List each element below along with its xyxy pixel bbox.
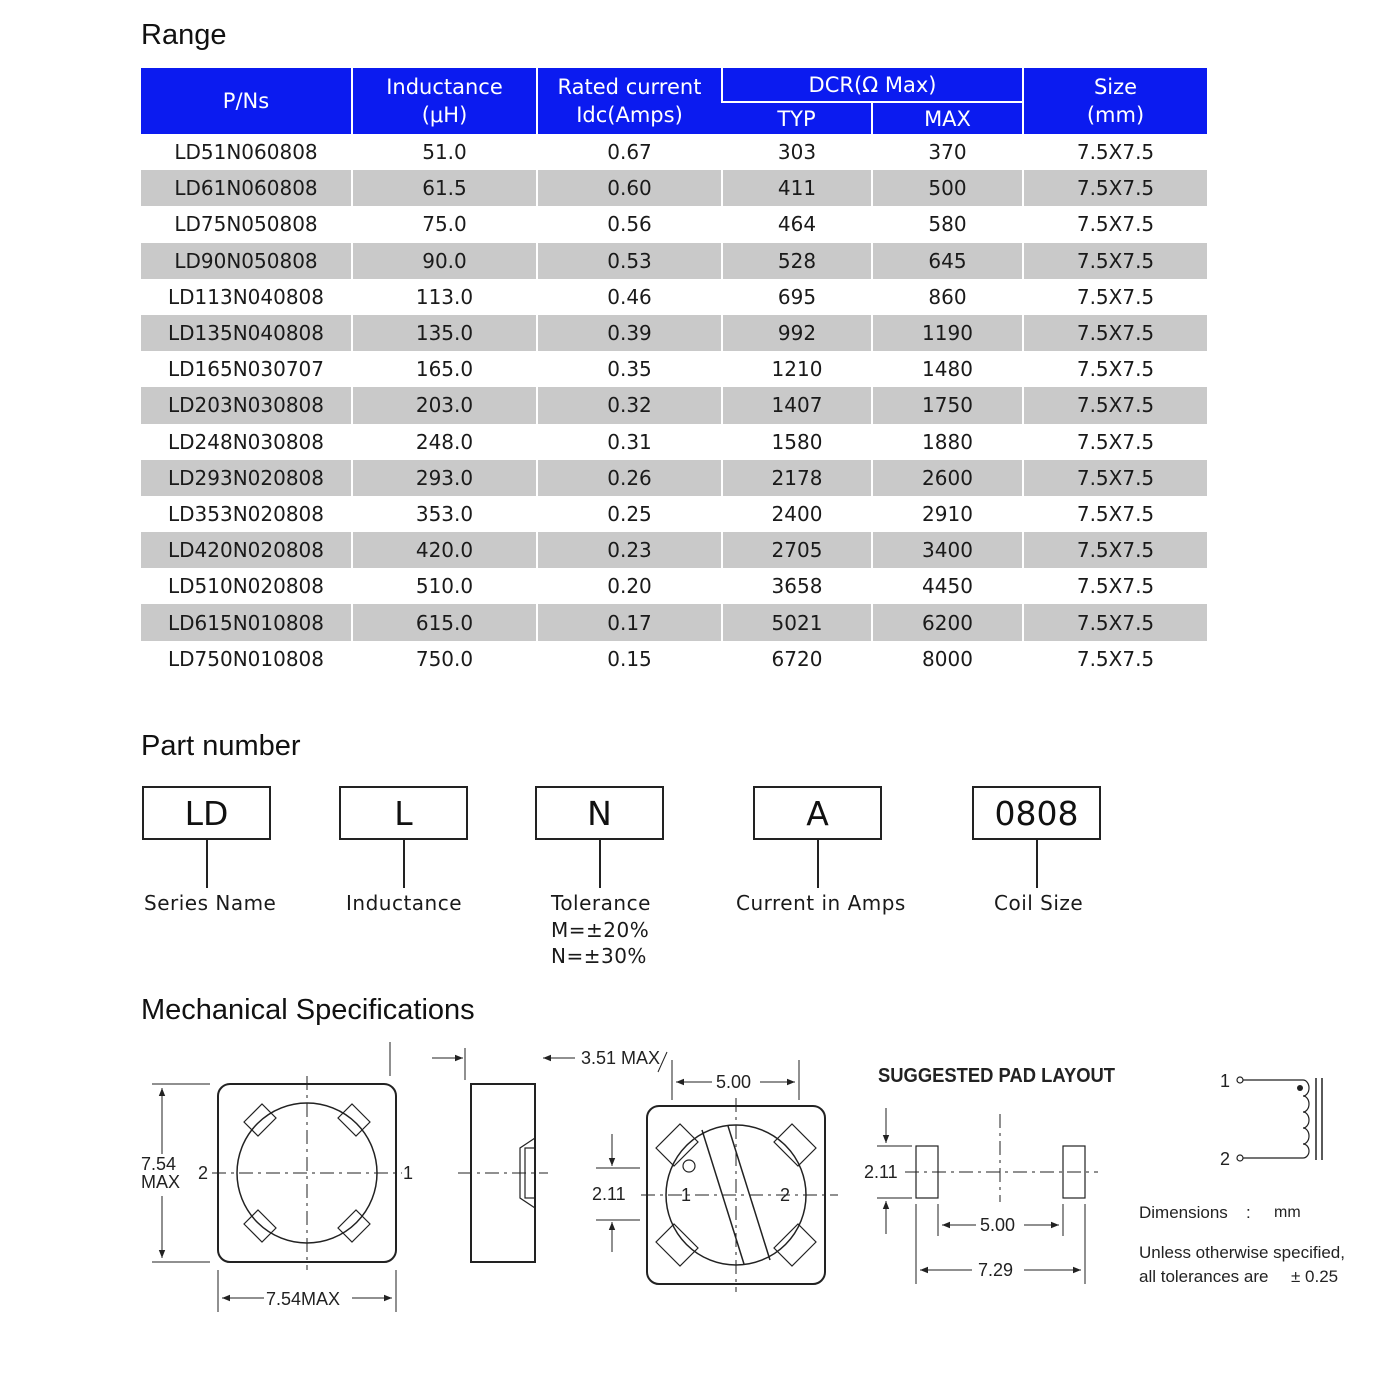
cell-size: 7.5X7.5: [1023, 496, 1207, 532]
cell-size: 7.5X7.5: [1023, 568, 1207, 604]
table-row: [141, 424, 1207, 460]
cell-rated-current: 0.20: [537, 568, 722, 604]
pn-connector-inductance: [403, 840, 405, 888]
range-table: [141, 68, 1207, 677]
cell-dcr-typ: 303: [722, 134, 872, 170]
cell-inductance: 750.0: [352, 641, 537, 677]
bottom-view-pad: [656, 1124, 698, 1166]
bottom-view-pad: [774, 1124, 816, 1166]
header-dcr: DCR(Ω Max): [722, 68, 1023, 102]
bottom-view-pad-label: 2.11: [592, 1184, 626, 1204]
range-table-header: [141, 68, 1207, 134]
cell-rated-current: 0.26: [537, 460, 722, 496]
cell-rated-current: 0.35: [537, 351, 722, 387]
cell-dcr-max: 580: [872, 206, 1023, 242]
pn-label-tolerance: Tolerance: [551, 891, 651, 915]
inductor-schematic: [1237, 1077, 1322, 1161]
tolerance-value: ± 0.25: [1291, 1267, 1339, 1286]
schematic-coil: [1303, 1080, 1309, 1158]
cell-dcr-max: 1880: [872, 424, 1023, 460]
cell-inductance: 510.0: [352, 568, 537, 604]
schematic-polarity-dot: [1297, 1085, 1303, 1091]
cell-inductance: 90.0: [352, 243, 537, 279]
top-view: [152, 1076, 402, 1312]
table-row: [141, 243, 1207, 279]
cell-dcr-max: 500: [872, 170, 1023, 206]
top-view-tab: [244, 1210, 276, 1242]
top-view-width-label: 7.54MAX: [266, 1289, 341, 1309]
cell-size: 7.5X7.5: [1023, 387, 1207, 423]
pn-box-coil-size: 0808: [972, 786, 1101, 840]
table-row: [141, 387, 1207, 423]
pad-layout-inner-label: 5.00: [980, 1215, 1016, 1235]
cell-rated-current: 0.67: [537, 134, 722, 170]
cell-dcr-max: 1750: [872, 387, 1023, 423]
cell-dcr-max: 2910: [872, 496, 1023, 532]
pad-layout-title: SUGGESTED PAD LAYOUT: [878, 1065, 1116, 1088]
header-inductance-line1: Inductance: [386, 75, 503, 99]
bottom-view-pin-right: 2: [780, 1185, 791, 1205]
cell-inductance: 135.0: [352, 315, 537, 351]
cell-rated-current: 0.32: [537, 387, 722, 423]
table-row: [141, 568, 1207, 604]
bottom-view-pad: [656, 1224, 698, 1266]
top-view-tab: [338, 1104, 370, 1136]
cell-dcr-typ: 5021: [722, 604, 872, 640]
cell-inductance: 248.0: [352, 424, 537, 460]
cell-size: 7.5X7.5: [1023, 604, 1207, 640]
cell-dcr-typ: 1407: [722, 387, 872, 423]
bottom-view-pad: [774, 1224, 816, 1266]
pad-layout-outer-label: 7.29: [978, 1260, 1014, 1280]
pn-note-tolerance-n: N=±30%: [551, 944, 647, 968]
cell-part-number: LD165N030707: [141, 351, 352, 387]
header-inductance-line2: (μH): [421, 103, 468, 127]
cell-rated-current: 0.56: [537, 206, 722, 242]
cell-rated-current: 0.17: [537, 604, 722, 640]
header-rated-line1: Rated current: [557, 75, 702, 99]
mechanical-heading: Mechanical Specifications: [141, 994, 475, 1026]
cell-part-number: LD75N050808: [141, 206, 352, 242]
side-view-thickness-label: 3.51 MAX: [581, 1048, 661, 1068]
cell-part-number: LD750N010808: [141, 641, 352, 677]
cell-size: 7.5X7.5: [1023, 279, 1207, 315]
schematic-pin2-label: 2: [1220, 1149, 1231, 1169]
cell-dcr-max: 1480: [872, 351, 1023, 387]
pn-label-series: Series Name: [144, 891, 277, 915]
cell-inductance: 113.0: [352, 279, 537, 315]
bottom-view-pin-left: 1: [681, 1185, 692, 1205]
cell-part-number: LD293N020808: [141, 460, 352, 496]
table-row: [141, 315, 1207, 351]
part-number-heading: Part number: [141, 730, 301, 762]
cell-size: 7.5X7.5: [1023, 460, 1207, 496]
cell-dcr-typ: 528: [722, 243, 872, 279]
mechanical-drawing: [0, 1030, 1400, 1330]
cell-rated-current: 0.46: [537, 279, 722, 315]
cell-part-number: LD135N040808: [141, 315, 352, 351]
cell-part-number: LD61N060808: [141, 170, 352, 206]
cell-part-number: LD248N030808: [141, 424, 352, 460]
top-view-tab: [338, 1210, 370, 1242]
cell-dcr-max: 6200: [872, 604, 1023, 640]
cell-dcr-max: 3400: [872, 532, 1023, 568]
pn-connector-tolerance: [599, 840, 601, 888]
cell-part-number: LD420N020808: [141, 532, 352, 568]
cell-size: 7.5X7.5: [1023, 206, 1207, 242]
bottom-view-lead: [728, 1126, 770, 1260]
header-rated-line2: Idc(Amps): [576, 103, 683, 127]
cell-dcr-max: 4450: [872, 568, 1023, 604]
cell-rated-current: 0.53: [537, 243, 722, 279]
pn-label-coil-size: Coil Size: [994, 891, 1084, 915]
tolerance-note-line2: all tolerances are: [1139, 1267, 1269, 1286]
pn-connector-coil-size: [1036, 840, 1038, 888]
cell-rated-current: 0.60: [537, 170, 722, 206]
table-row: [141, 351, 1207, 387]
top-view-height-line1: 7.54: [141, 1154, 177, 1174]
bottom-view: [596, 1060, 838, 1292]
cell-part-number: LD113N040808: [141, 279, 352, 315]
table-row: [141, 134, 1207, 170]
cell-dcr-typ: 464: [722, 206, 872, 242]
cell-dcr-typ: 6720: [722, 641, 872, 677]
cell-inductance: 615.0: [352, 604, 537, 640]
cell-part-number: LD203N030808: [141, 387, 352, 423]
top-view-tab: [244, 1104, 276, 1136]
cell-inductance: 75.0: [352, 206, 537, 242]
dimensions-label: Dimensions: [1139, 1203, 1228, 1222]
cell-dcr-typ: 992: [722, 315, 872, 351]
cell-dcr-typ: 1210: [722, 351, 872, 387]
cell-dcr-max: 860: [872, 279, 1023, 315]
table-row: [141, 206, 1207, 242]
cell-dcr-typ: 3658: [722, 568, 872, 604]
header-size-line1: Size: [1093, 75, 1138, 99]
cell-rated-current: 0.15: [537, 641, 722, 677]
cell-inductance: 293.0: [352, 460, 537, 496]
cell-inductance: 165.0: [352, 351, 537, 387]
schematic-terminal-1: [1237, 1077, 1243, 1083]
table-row: [141, 604, 1207, 640]
pn-label-current: Current in Amps: [736, 891, 906, 915]
top-view-pin-right: 1: [403, 1163, 414, 1183]
cell-rated-current: 0.23: [537, 532, 722, 568]
header-dcr-max: MAX: [872, 102, 1023, 134]
cell-size: 7.5X7.5: [1023, 315, 1207, 351]
cell-part-number: LD615N010808: [141, 604, 352, 640]
cell-size: 7.5X7.5: [1023, 424, 1207, 460]
bottom-view-width-label: 5.00: [716, 1072, 752, 1092]
top-view-height-line2: MAX: [141, 1172, 181, 1192]
header-pns: P/Ns: [141, 68, 352, 134]
table-row: [141, 496, 1207, 532]
header-size: [1023, 68, 1207, 134]
range-table-body: [141, 134, 1207, 677]
cell-size: 7.5X7.5: [1023, 134, 1207, 170]
tolerance-note-line1: Unless otherwise specified,: [1139, 1243, 1345, 1262]
cell-dcr-max: 2600: [872, 460, 1023, 496]
cell-part-number: LD90N050808: [141, 243, 352, 279]
top-view-pin-left: 2: [198, 1163, 209, 1183]
schematic-terminal-2: [1237, 1155, 1243, 1161]
pn-box-current: A: [753, 786, 882, 840]
table-row: [141, 641, 1207, 677]
cell-inductance: 61.5: [352, 170, 537, 206]
cell-size: 7.5X7.5: [1023, 532, 1207, 568]
pn-connector-current: [817, 840, 819, 888]
header-rated-current: [537, 68, 722, 134]
schematic-pin1-label: 1: [1220, 1071, 1231, 1091]
bottom-view-lead: [702, 1130, 744, 1264]
cell-dcr-typ: 695: [722, 279, 872, 315]
pn-note-tolerance-m: M=±20%: [551, 918, 650, 942]
cell-dcr-typ: 1580: [722, 424, 872, 460]
table-row: [141, 170, 1207, 206]
pn-connector-series: [206, 840, 208, 888]
cell-inductance: 51.0: [352, 134, 537, 170]
cell-rated-current: 0.39: [537, 315, 722, 351]
bottom-view-pin1-mark: [683, 1160, 695, 1172]
dimensions-separator: :: [1246, 1203, 1251, 1222]
table-row: [141, 279, 1207, 315]
pn-label-inductance: Inductance: [346, 891, 463, 915]
cell-dcr-max: 645: [872, 243, 1023, 279]
side-view: [390, 1042, 667, 1262]
table-row: [141, 460, 1207, 496]
pn-box-tolerance: N: [535, 786, 664, 840]
dimensions-unit: mm: [1274, 1204, 1301, 1221]
cell-rated-current: 0.25: [537, 496, 722, 532]
cell-part-number: LD353N020808: [141, 496, 352, 532]
cell-part-number: LD510N020808: [141, 568, 352, 604]
cell-dcr-typ: 2178: [722, 460, 872, 496]
pn-box-inductance: L: [339, 786, 468, 840]
cell-dcr-typ: 411: [722, 170, 872, 206]
cell-rated-current: 0.31: [537, 424, 722, 460]
cell-dcr-max: 1190: [872, 315, 1023, 351]
cell-part-number: LD51N060808: [141, 134, 352, 170]
cell-size: 7.5X7.5: [1023, 170, 1207, 206]
cell-inductance: 203.0: [352, 387, 537, 423]
header-dcr-typ: TYP: [722, 102, 872, 134]
header-size-line2: (mm): [1086, 103, 1145, 127]
header-inductance: [352, 68, 537, 134]
cell-dcr-max: 370: [872, 134, 1023, 170]
cell-size: 7.5X7.5: [1023, 351, 1207, 387]
cell-dcr-typ: 2705: [722, 532, 872, 568]
cell-size: 7.5X7.5: [1023, 243, 1207, 279]
table-row: [141, 532, 1207, 568]
pad-layout-pad-label: 2.11: [864, 1162, 898, 1182]
cell-inductance: 420.0: [352, 532, 537, 568]
cell-inductance: 353.0: [352, 496, 537, 532]
cell-size: 7.5X7.5: [1023, 641, 1207, 677]
cell-dcr-typ: 2400: [722, 496, 872, 532]
pn-box-series: LD: [142, 786, 271, 840]
range-heading: Range: [141, 19, 227, 51]
cell-dcr-max: 8000: [872, 641, 1023, 677]
pad-layout: [877, 1108, 1098, 1284]
